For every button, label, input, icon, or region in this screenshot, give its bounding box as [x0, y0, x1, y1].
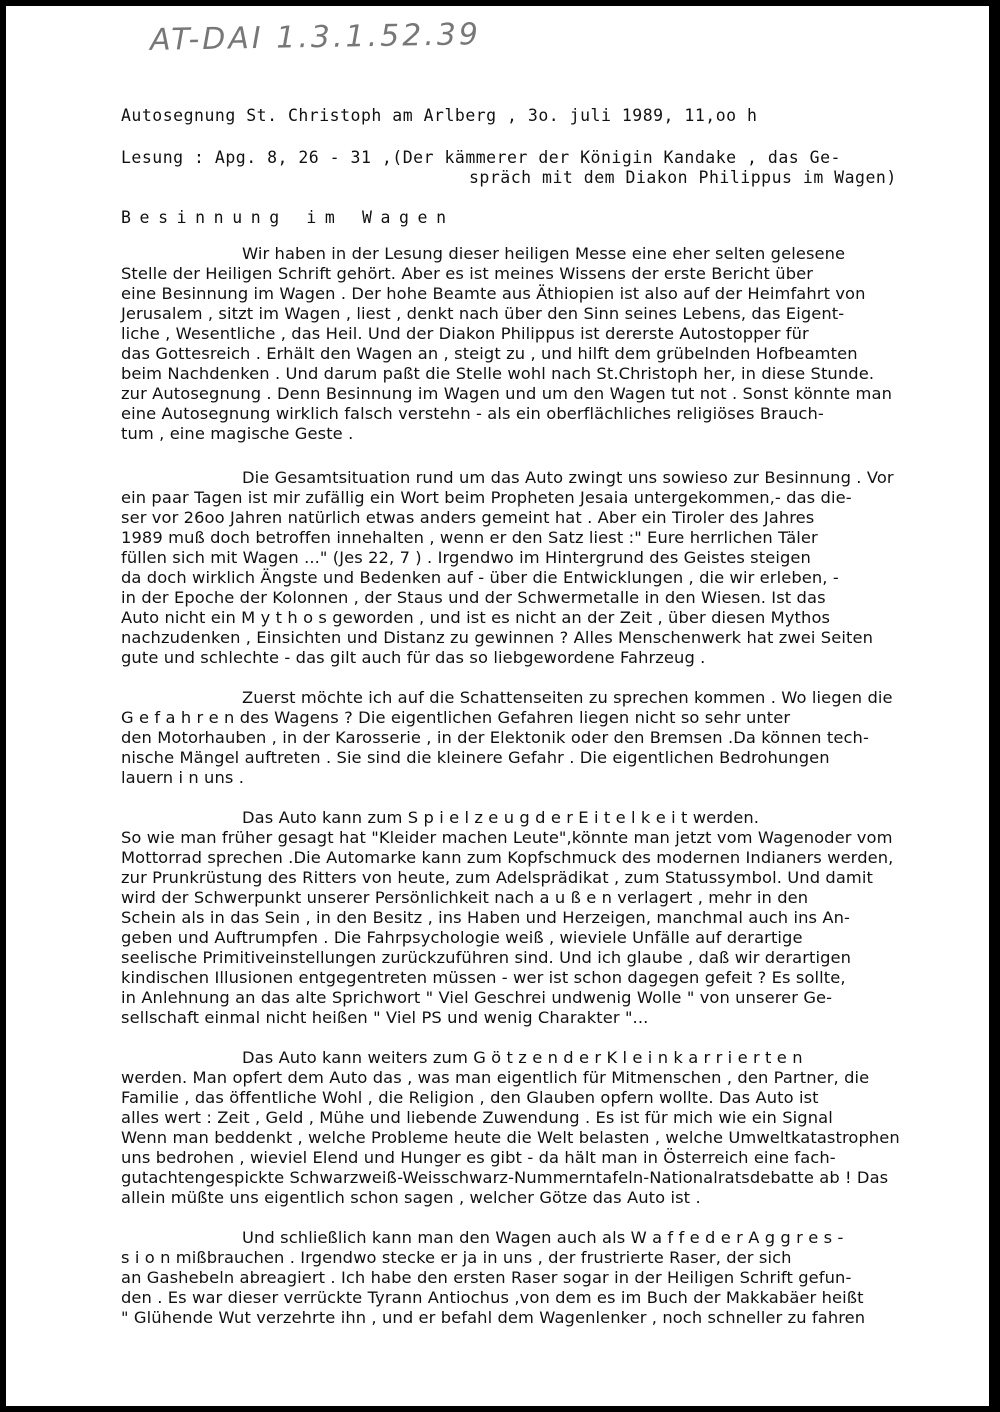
body-line: ser vor 26oo Jahren natürlich etwas anders gemeint hat . Aber ein Tiroler des Jahres — [121, 508, 815, 527]
body-line: Schein als in das Sein , in den Besitz , ins Haben und Herzeigen, manchmal auch ins An- — [121, 908, 851, 927]
body-line: " Glühende Wut verzehrte ihn , und er befahl dem Wagenlenker , noch schneller zu fahren — [121, 1308, 866, 1327]
body-line: das Gottesreich . Erhält den Wagen an , steigt zu , und hilft dem grübelnden Hofbeamten — [121, 344, 858, 363]
body-line: Wenn man beddenkt , welche Probleme heute die Welt belasten , welche Umweltkatastrophen — [121, 1128, 900, 1147]
body-line: Das Auto kann weiters zum G ö t z e n d e r K l e i n k a r r i e r t e n — [242, 1048, 803, 1067]
body-line: Jerusalem , sitzt im Wagen , liest , denkt nach über den Sinn seines Lebens, das Eigent- — [121, 304, 845, 323]
body-line: nachzudenken , Einsichten und Distanz zu gewinnen ? Alles Menschenwerk hat zwei Seiten — [121, 628, 873, 647]
body-line: So wie man früher gesagt hat "Kleider machen Leute",könnte man jetzt vom Wagenoder vom — [121, 828, 893, 847]
body-line: Wir haben in der Lesung dieser heiligen Messe eine eher selten gelesene — [242, 244, 846, 263]
body-line: nische Mängel auftreten . Sie sind die kleinere Gefahr . Die eigentlichen Bedrohungen — [121, 748, 830, 767]
body-line: Zuerst möchte ich auf die Schattenseiten zu sprechen kommen . Wo liegen die — [242, 688, 893, 707]
body-line: Familie , das öffentliche Wohl , die Religion , den Glauben opfern wollte. Das Auto ist — [121, 1088, 819, 1107]
document-page — [6, 6, 989, 1406]
body-line: da doch wirklich Ängste und Bedenken auf - über die Entwicklungen , die wir erleben, - — [121, 568, 839, 587]
body-line: sellschaft einmal nicht heißen " Viel PS und wenig Charakter "... — [121, 1008, 649, 1027]
body-line: gute und schlechte - das gilt auch für das so liebgewordene Fahrzeug . — [121, 648, 706, 667]
body-line: geben und Auftrumpfen . Die Fahrpsychologie weiß , wieviele Unfälle auf derartige — [121, 928, 803, 947]
body-line: eine Autosegnung wirklich falsch verstehn - als ein oberflächliches religiöses Brauch- — [121, 404, 824, 423]
body-line: Mottorrad sprechen .Die Automarke kann zum Kopfschmuck des modernen Indianers werden, — [121, 848, 894, 867]
body-line: Auto nicht ein M y t h o s geworden , und ist es nicht an der Zeit , über diesen Mythos — [121, 608, 831, 627]
body-line: Stelle der Heiligen Schrift gehört. Aber es ist meines Wissens der erste Bericht über — [121, 264, 814, 283]
body-line: kindischen Illusionen entgegentreten müssen - wer ist schon dagegen gefeit ? Es sollte, — [121, 968, 846, 987]
body-line: in Anlehnung an das alte Sprichwort " Viel Geschrei undwenig Wolle " von unserer Ge- — [121, 988, 833, 1007]
body-line: uns bedrohen , wieviel Elend und Hunger es gibt - da hält man in Österreich eine fach- — [121, 1148, 836, 1167]
body-line: 1989 muß doch betroffen innehalten , wenn er den Satz liest :" Eure herrlichen Täler — [121, 528, 818, 547]
body-line: den Motorhauben , in der Karosserie , in der Elektonik oder den Bremsen .Da können tech- — [121, 728, 869, 747]
body-line: wird der Schwerpunkt unserer Persönlichkeit nach a u ß e n verlagert , mehr in den — [121, 888, 809, 907]
section-heading: Besinnung im Wagen — [121, 208, 455, 227]
body-line: lauern i n uns . — [121, 768, 245, 787]
body-line: beim Nachdenken . Und darum paßt die Stelle wohl nach St.Christoph her, in diese Stunde. — [121, 364, 875, 383]
body-line: alles wert : Zeit , Geld , Mühe und liebende Zuwendung . Es ist für mich wie ein Signal — [121, 1108, 833, 1127]
document-title: Autosegnung St. Christoph am Arlberg , 3o. juli 1989, 11,oo h — [121, 106, 758, 125]
body-line: zur Autosegnung . Denn Besinnung im Wagen und um den Wagen tut not . Sonst könnte man — [121, 384, 892, 403]
body-line: ein paar Tagen ist mir zufällig ein Wort beim Propheten Jesaia untergekommen,- das die- — [121, 488, 852, 507]
body-line: seelische Primitiveinstellungen zurückzuführen sind. Und ich glaube , daß wir derartigen — [121, 948, 852, 967]
body-line: allein müßte uns eigentlich schon sagen , welcher Götze das Auto ist . — [121, 1188, 701, 1207]
body-line: den . Es war dieser verrückte Tyrann Antiochus ,von dem es im Buch der Makkabäer heißt — [121, 1288, 864, 1307]
body-line: tum , eine magische Geste . — [121, 424, 354, 443]
body-line: Und schließlich kann man den Wagen auch als W a f f e d e r A g g r e s - — [242, 1228, 844, 1247]
archive-reference: AT-DAI 1.3.1.52.39 — [149, 17, 482, 58]
body-line: G e f a h r e n des Wagens ? Die eigentlichen Gefahren liegen nicht so sehr unter — [121, 708, 791, 727]
body-line: s i o n mißbrauchen . Irgendwo stecke er ja in uns , der frustrierte Raser, der sich — [121, 1248, 792, 1267]
body-line: Die Gesamtsituation rund um das Auto zwingt uns sowieso zur Besinnung . Vor — [242, 468, 894, 487]
body-line: gutachtengespickte Schwarzweiß-Weisschwarz-Nummerntafeln-Nationalratsdebatte ab ! Das — [121, 1168, 889, 1187]
body-line: werden. Man opfert dem Auto das , was man eigentlich für Mitmenschen , den Partner, die — [121, 1068, 870, 1087]
body-line: in der Epoche der Kolonnen , der Staus und der Schwermetalle in den Wiesen. Ist das — [121, 588, 826, 607]
body-line: liche , Wesentliche , das Heil. Und der Diakon Philippus ist dererste Autostopper für — [121, 324, 809, 343]
body-line: zur Prunkrüstung des Ritters von heute, zum Adelsprädikat , zum Statussymbol. Und damit — [121, 868, 873, 887]
lesung-line-2: spräch mit dem Diakon Philippus im Wagen) — [469, 168, 897, 187]
lesung-line-1: Lesung : Apg. 8, 26 - 31 ,(Der kämmerer der Königin Kandake , das Ge- — [121, 148, 841, 167]
body-line: an Gashebeln abreagiert . Ich habe den ersten Raser sogar in der Heiligen Schrift gefun- — [121, 1268, 852, 1287]
body-line: Das Auto kann zum S p i e l z e u g d e r E i t e l k e i t werden. — [242, 808, 760, 827]
body-line: eine Besinnung im Wagen . Der hohe Beamte aus Äthiopien ist also auf der Heimfahrt von — [121, 284, 866, 303]
body-line: füllen sich mit Wagen ..." (Jes 22, 7 ) . Irgendwo im Hintergrund des Geistes steigen — [121, 548, 811, 567]
